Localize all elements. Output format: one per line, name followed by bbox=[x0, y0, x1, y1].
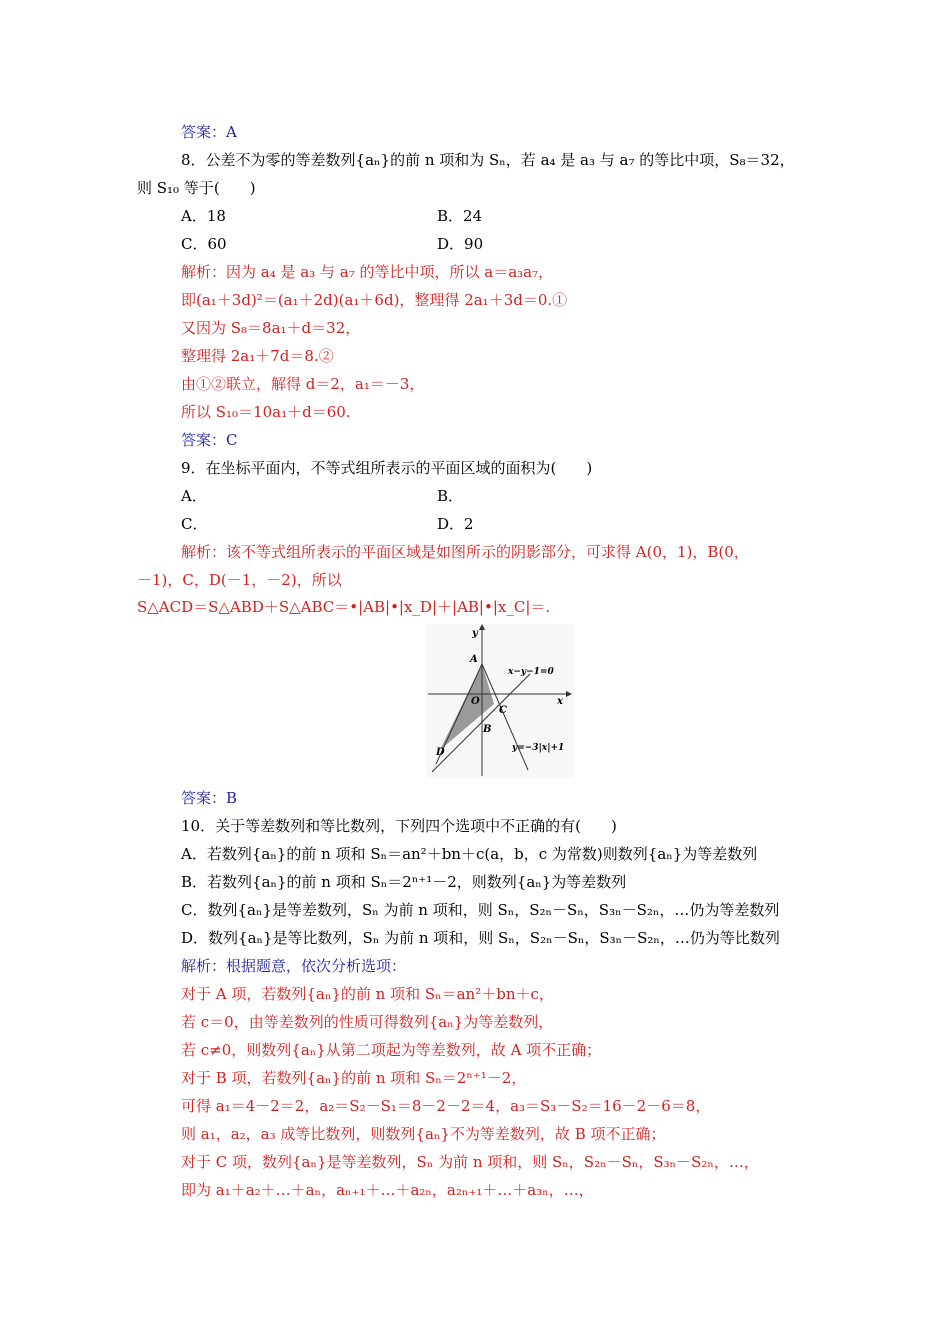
region-graph bbox=[426, 624, 574, 778]
text-line: 8．公差不为零的等差数列{aₙ}的前 n 项和为 Sₙ，若 a₄ 是 a₃ 与 a₇ 的等比中项，S₈＝32， bbox=[181, 151, 795, 169]
text-line: D．数列{aₙ}是等比数列，Sₙ 为前 n 项和，则 Sₙ，S₂ₙ－Sₙ，S₃ₙ－S₂ₙ，…仍为等比数列 bbox=[181, 929, 780, 947]
text-line: 若 c＝0，由等差数列的性质可得数列{aₙ}为等差数列， bbox=[181, 1013, 554, 1031]
text-line: 9．在坐标平面内，不等式组所表示的平面区域的面积为( ) bbox=[181, 459, 593, 477]
text-line: 答案：C bbox=[181, 431, 238, 449]
y-axis-arrow-icon bbox=[479, 624, 485, 630]
text-line: 又因为 S₈＝8a₁＋d＝32， bbox=[181, 319, 361, 337]
text-line: 答案：A bbox=[181, 123, 237, 141]
text-line: S△ACD＝S△ABD＋S△ABC＝•|AB|•|x_D|＋|AB|•|x_C|＝. bbox=[137, 598, 551, 616]
text-line: 所以 S₁₀＝10a₁＋d＝60. bbox=[181, 403, 351, 421]
text-line: 可得 a₁＝4－2＝2，a₂＝S₂－S₁＝8－2－2＝4，a₃＝S₃－S₂＝16－2－6＝8， bbox=[181, 1097, 711, 1115]
point-d-label: D bbox=[436, 747, 445, 758]
y-axis-label: y bbox=[472, 628, 478, 639]
point-a-label: A bbox=[470, 654, 478, 665]
text-line: 解析：因为 a₄ 是 a₃ 与 a₇ 的等比中项，所以 a＝a₃a₇， bbox=[181, 263, 554, 281]
text-line: 则 a₁，a₂，a₃ 成等比数列，则数列{aₙ}不为等差数列，故 B 项不正确； bbox=[181, 1125, 666, 1143]
text-line: 10．关于等差数列和等比数列，下列四个选项中不正确的有( ) bbox=[181, 817, 617, 835]
text-line: D．2 bbox=[437, 515, 474, 533]
text-line: B．24 bbox=[437, 207, 483, 225]
point-c-label: C bbox=[499, 705, 507, 716]
text-line: 解析：该不等式组所表示的平面区域是如图所示的阴影部分，可求得 A(0，1)，B(0， bbox=[181, 543, 749, 561]
text-line: D．90 bbox=[437, 235, 484, 253]
line-1-equation: x−y−1=0 bbox=[508, 667, 554, 677]
x-axis-arrow-icon bbox=[566, 691, 572, 697]
text-line: 解析：根据题意，依次分析选项： bbox=[181, 957, 407, 975]
text-line: 对于 A 项，若数列{aₙ}的前 n 项和 Sₙ＝an²＋bn＋c， bbox=[181, 985, 554, 1003]
x-axis-label: x bbox=[557, 696, 563, 707]
text-line: 即为 a₁＋a₂＋…＋aₙ，aₙ₊₁＋…＋a₂ₙ，a₂ₙ₊₁＋…＋a₃ₙ，…， bbox=[181, 1181, 594, 1199]
text-line: 答案：B bbox=[181, 789, 238, 807]
text-line: C．数列{aₙ}是等差数列，Sₙ 为前 n 项和，则 Sₙ，S₂ₙ－Sₙ，S₃ₙ－S₂ₙ，…仍为等差数列 bbox=[181, 901, 780, 919]
point-b-label: B bbox=[483, 724, 492, 735]
text-line: B．若数列{aₙ}的前 n 项和 Sₙ＝2ⁿ⁺¹－2，则数列{aₙ}为等差数列 bbox=[181, 873, 627, 891]
text-line: 整理得 2a₁＋7d＝8.② bbox=[181, 347, 334, 365]
text-line: 则 S₁₀ 等于( ) bbox=[137, 179, 256, 197]
text-line: 由①②联立，解得 d＝2，a₁＝－3， bbox=[181, 375, 425, 393]
text-line: 对于 B 项，若数列{aₙ}的前 n 项和 Sₙ＝2ⁿ⁺¹－2， bbox=[181, 1069, 527, 1087]
line-v-right bbox=[482, 664, 528, 770]
text-line: 若 c≠0，则数列{aₙ}从第二项起为等差数列，故 A 项不正确； bbox=[181, 1041, 602, 1059]
text-line: 对于 C 项，数列{aₙ}是等差数列，Sₙ 为前 n 项和，则 Sₙ，S₂ₙ－Sₙ，S₃ₙ－S₂ₙ，…， bbox=[181, 1153, 759, 1171]
text-line: A．若数列{aₙ}的前 n 项和 Sₙ＝an²＋bn＋c(a，b，c 为常数)则数列{aₙ}为等差数列 bbox=[181, 845, 758, 863]
text-line: A．18 bbox=[181, 207, 226, 225]
text-line: A． bbox=[181, 487, 207, 505]
text-line: 即(a₁＋3d)²＝(a₁＋2d)(a₁＋6d)，整理得 2a₁＋3d＝0.① bbox=[181, 291, 568, 309]
inequality-region-figure bbox=[426, 624, 574, 778]
text-line: －1)，C，D(－1，－2)，所以 bbox=[137, 571, 342, 589]
origin-label: O bbox=[471, 696, 480, 707]
text-line: B． bbox=[437, 487, 464, 505]
text-line: C．60 bbox=[181, 235, 227, 253]
line-2-equation: y=−3|x|+1 bbox=[512, 743, 565, 753]
text-line: C． bbox=[181, 515, 208, 533]
